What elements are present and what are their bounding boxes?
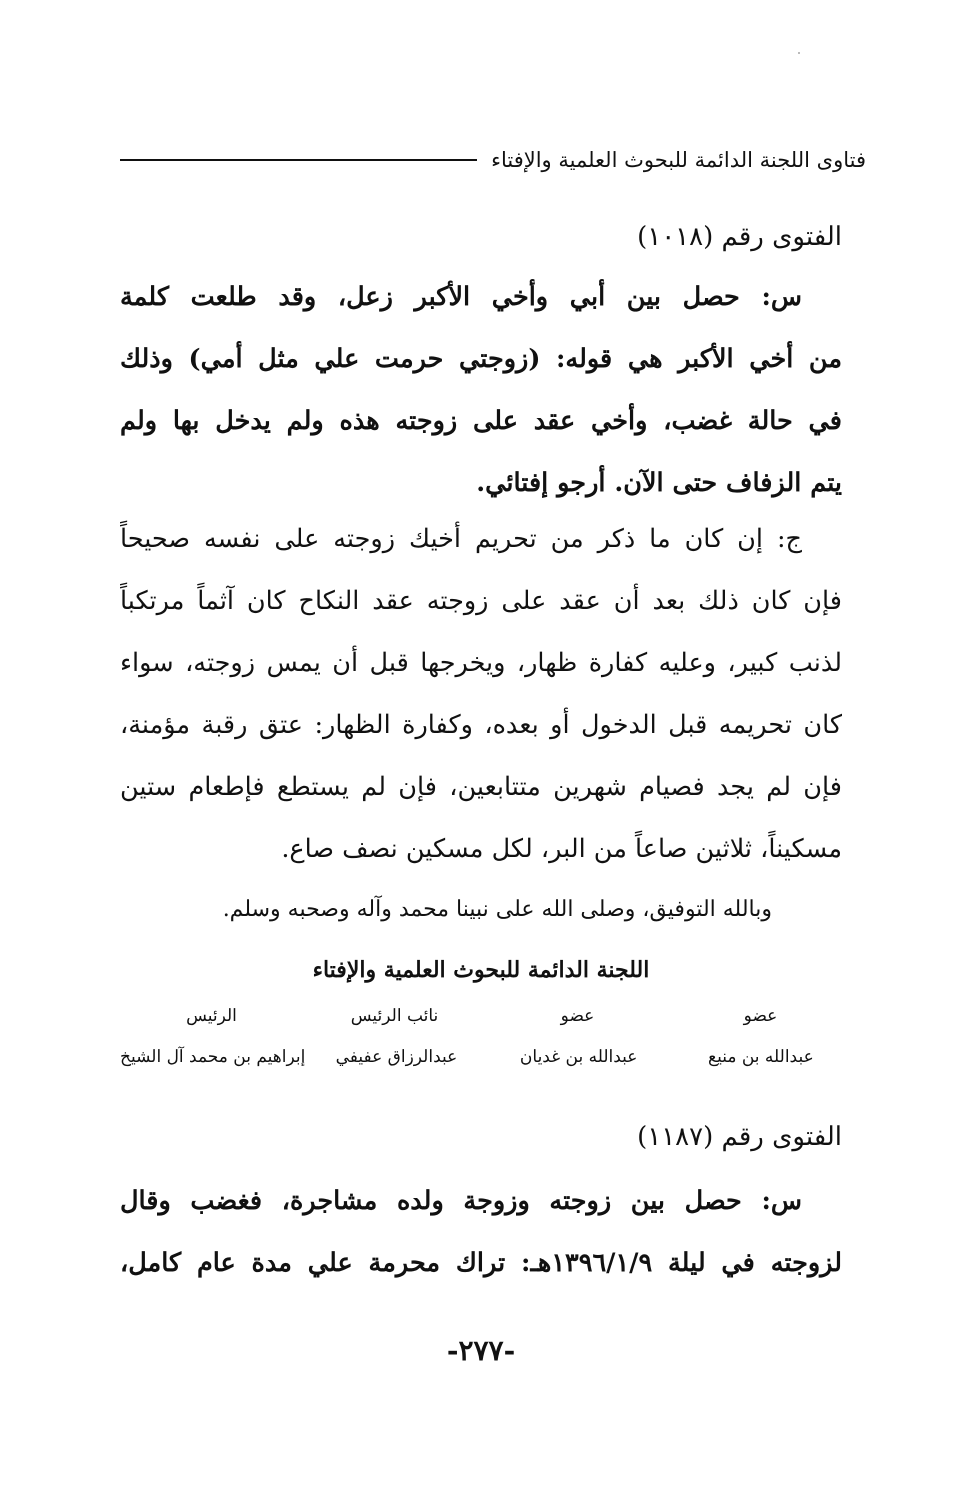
question-line: س: حصل بين زوجته وزوجة ولده مشاجرة، فغضب وقال [120, 1186, 802, 1216]
answer-line: لذنب كبير، وعليه كفارة ظهار، ويخرجها قبل أن يمس زوجته، سواء [120, 648, 842, 678]
page-number: -٢٧٧- [446, 1334, 516, 1367]
signatory-role: نائب الرئيس [350, 1006, 439, 1026]
fatwa-2-number-block [120, 1106, 842, 1168]
running-header [120, 140, 866, 180]
fatwa-1-question [120, 266, 842, 514]
answer-line: فإن لم يجد فصيام شهرين متتابعين، فإن لم يستطع فإطعام ستين [120, 772, 842, 802]
signatory-role: الرئيس [186, 1006, 237, 1026]
signatory-name: عبدالله بن غديان [519, 1047, 638, 1067]
running-title: فتاوى اللجنة الدائمة للبحوث العلمية والإفتاء [491, 148, 866, 172]
question-line: س: حصل بين أبي وأخي الأكبر زعل، وقد طلعت كلمة [120, 282, 802, 312]
answer-line: ج: إن كان ما ذكر من تحريم أخيك زوجته على نفسه صحيحاً [120, 524, 802, 554]
scan-speck [798, 52, 800, 54]
header-rule [120, 159, 477, 161]
question-line: لزوجته في ليلة ١٣٩٦/١/٩هـ: تراك محرمة علي مدة عام كامل، [120, 1248, 842, 1278]
fatwa-1-number: الفتوى رقم (١٠١٨) [637, 222, 842, 252]
signatory-name: عبدالله بن منيع [708, 1047, 814, 1067]
fatwa-2-number: الفتوى رقم (١١٨٧) [637, 1122, 842, 1152]
signatory-name: عبدالرزاق عفيفي [335, 1047, 458, 1067]
signatory-names [120, 1040, 852, 1074]
question-line: في حالة غضب، وأخي عقد على زوجته هذه ولم يدخل بها ولم [120, 406, 842, 436]
fatwa-2-question [120, 1170, 842, 1294]
closing-formula: وبالله التوفيق، وصلى الله على نبينا محمد وآله وصحبه وسلم. [222, 897, 772, 922]
fatwa-1-number-block [120, 206, 842, 268]
question-line: يتم الزفاف حتى الآن. أرجو إفتائي. [476, 468, 842, 498]
signatory-roles [120, 1000, 852, 1032]
signatory-role: عضو [743, 1006, 778, 1026]
answer-line: مسكيناً، ثلاثين صاعاً من البر، لكل مسكين نصف صاع. [281, 834, 842, 864]
question-line: من أخي الأكبر هي قوله: (زوجتي حرمت علي مثل أمي) وذلك [120, 344, 842, 374]
committee-name: اللجنة الدائمة للبحوث العلمية والإفتاء [312, 957, 650, 983]
signatory-name: إبراهيم بن محمد آل الشيخ [120, 1047, 306, 1067]
answer-line: فإن كان ذلك بعد أن عقد على زوجته عقد النكاح كان آثماً مرتكباً [120, 586, 842, 616]
answer-line: كان تحريمه قبل الدخول أو بعده، وكفارة الظهار: عتق رقبة مؤمنة، [120, 710, 842, 740]
fatwa-1-answer [120, 508, 842, 880]
signatory-role: عضو [560, 1006, 595, 1026]
